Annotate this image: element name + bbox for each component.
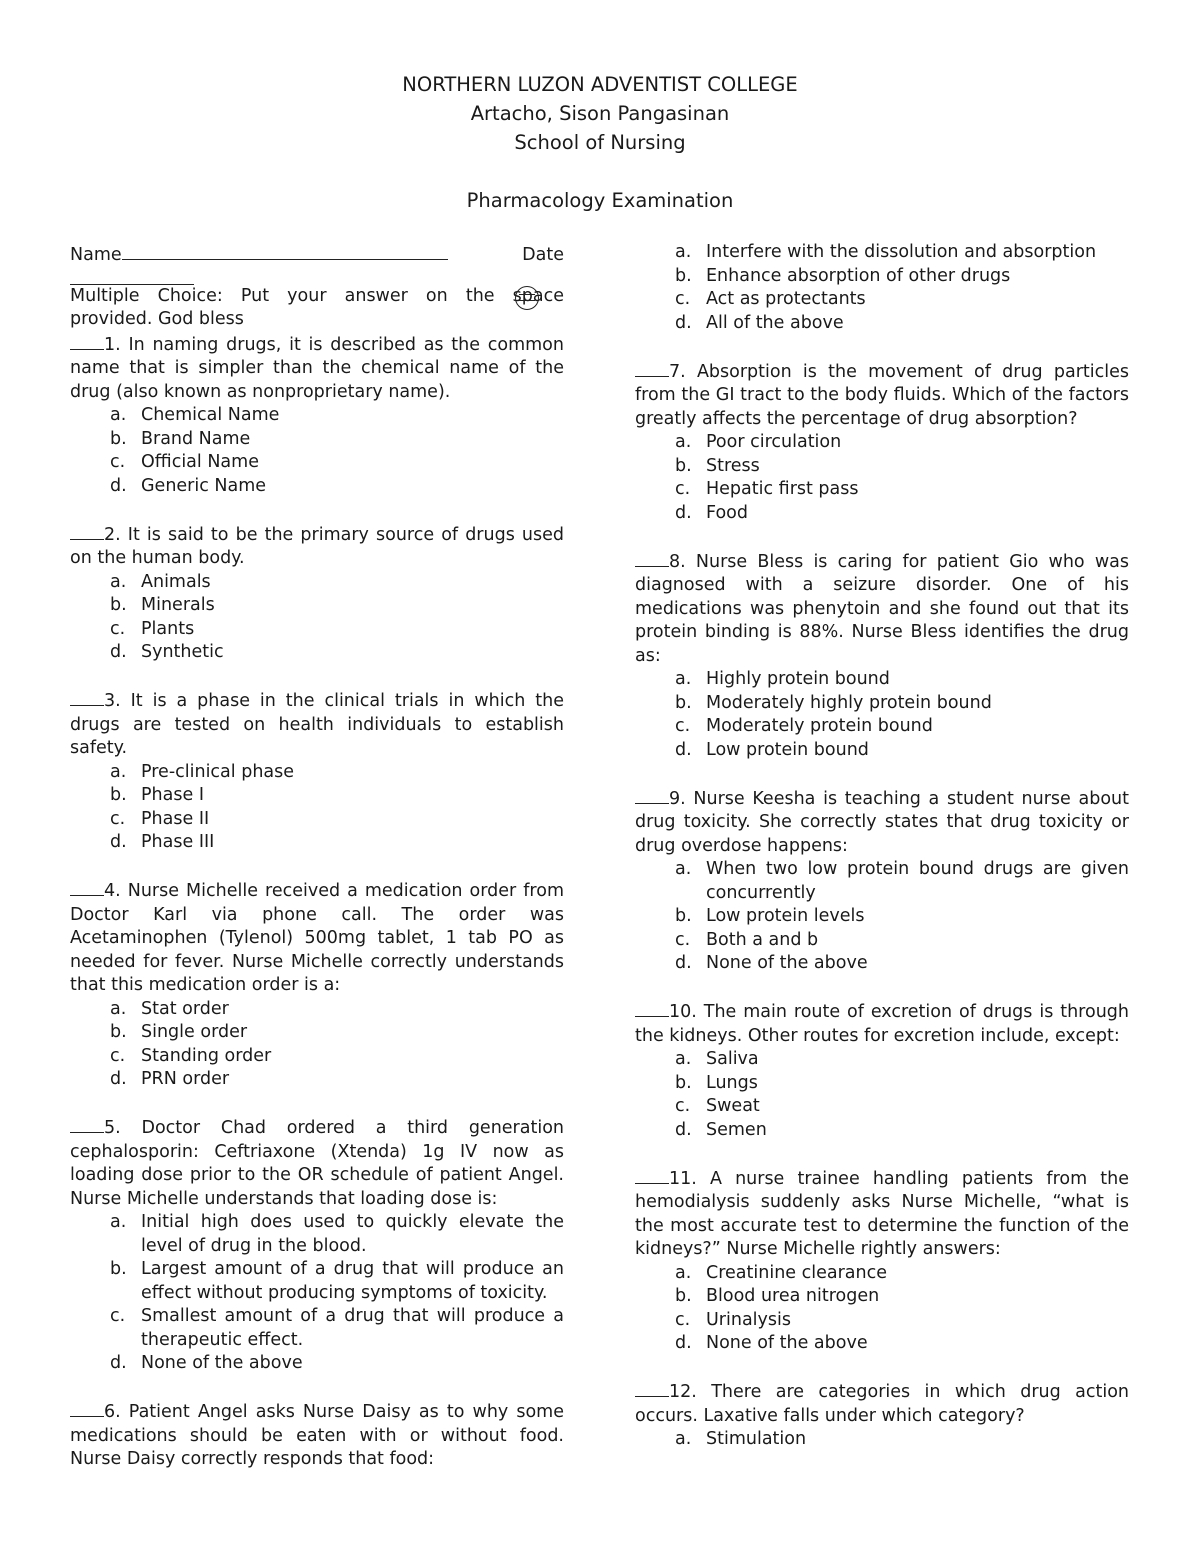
- name-label: Name: [70, 245, 122, 265]
- option-list: [70, 761, 564, 855]
- option-text: None of the above: [706, 1333, 868, 1353]
- option-text: Food: [706, 502, 748, 523]
- exam-title: Pharmacology Examination: [466, 189, 734, 212]
- option-text: Generic Name: [141, 475, 267, 496]
- option-list: [635, 1262, 1129, 1356]
- option-text: Lungs: [706, 1072, 758, 1093]
- option-text: None of the above: [706, 953, 868, 973]
- answer-blank[interactable]: [635, 786, 669, 804]
- option-item[interactable]: [70, 594, 564, 618]
- name-line[interactable]: [122, 241, 448, 260]
- option-item[interactable]: [70, 641, 564, 665]
- question-number: 7.: [669, 361, 686, 382]
- option-item[interactable]: [635, 478, 1129, 502]
- option-item[interactable]: [70, 831, 564, 855]
- option-text: Highly protein bound: [706, 669, 890, 689]
- option-text: Official Name: [141, 452, 259, 472]
- left-column: [70, 241, 564, 1472]
- question-list-right: [635, 241, 1129, 1452]
- option-list: [70, 1211, 564, 1376]
- option-text: All of the above: [706, 312, 844, 333]
- option-text: Sweat: [706, 1096, 760, 1116]
- option-text: Pre-clinical phase: [141, 761, 295, 782]
- option-letter: b.: [110, 1022, 127, 1042]
- option-item[interactable]: [635, 1309, 1129, 1333]
- question-text: A nurse trainee handling patients from the hemodialysis suddenly asks Nurse Michelle, “what is the most accurate test to determine the function of the kidneys?” Nurse Michelle rightly answers:: [635, 1168, 1129, 1259]
- option-item[interactable]: [70, 808, 564, 832]
- answer-blank[interactable]: [635, 999, 669, 1017]
- option-letter: d.: [675, 502, 692, 523]
- option-item[interactable]: [70, 998, 564, 1022]
- option-letter: a.: [110, 761, 127, 782]
- answer-blank[interactable]: [635, 549, 669, 567]
- question-text: Patient Angel asks Nurse Daisy as to why some medications should be eaten with or without food. Nurse Daisy correctly responds that food:: [70, 1402, 564, 1469]
- option-text: Interfere with the dissolution and absorption: [706, 242, 1097, 262]
- option-text: Blood urea nitrogen: [706, 1286, 880, 1306]
- option-letter: d.: [675, 1119, 692, 1140]
- option-letter: b.: [110, 1259, 127, 1279]
- option-letter: c.: [675, 1309, 691, 1330]
- option-letter: d.: [675, 739, 692, 760]
- question-stem: [635, 549, 1129, 669]
- answer-blank[interactable]: [70, 688, 104, 706]
- option-text: Synthetic: [141, 642, 224, 662]
- option-item[interactable]: [635, 1285, 1129, 1309]
- option-item[interactable]: [70, 1068, 564, 1092]
- option-list: [635, 1428, 1129, 1452]
- option-item[interactable]: [70, 428, 564, 452]
- question-10: [635, 999, 1129, 1142]
- question-text: Absorption is the movement of drug particles from the GI tract to the body fluids. Which of the factors greatly affects the percentage of drug absorption?: [635, 361, 1129, 429]
- option-item[interactable]: [635, 929, 1129, 953]
- option-text: Hepatic first pass: [706, 479, 859, 499]
- question-8: [635, 549, 1129, 763]
- option-text: Poor circulation: [706, 432, 842, 452]
- option-item[interactable]: [70, 784, 564, 808]
- option-letter: d.: [675, 312, 692, 333]
- option-list: [635, 668, 1129, 762]
- question-stem: [70, 332, 564, 405]
- option-item[interactable]: [635, 739, 1129, 763]
- question-text: Nurse Bless is caring for patient Gio who was diagnosed with a seizure disorder. One of his medications was phenytoin and she found out that its protein binding is 88%. Nurse Bless identifies the drug as:: [635, 551, 1129, 666]
- answer-blank[interactable]: [635, 1166, 669, 1184]
- option-list: [70, 998, 564, 1092]
- option-text: Single order: [141, 1022, 248, 1042]
- option-item[interactable]: [635, 1332, 1129, 1356]
- option-item[interactable]: [70, 475, 564, 499]
- option-letter: b.: [110, 595, 127, 615]
- option-text: Plants: [141, 618, 195, 639]
- question-2: [70, 522, 564, 665]
- option-text: Phase II: [141, 808, 210, 829]
- question-6: [70, 1399, 564, 1472]
- option-letter: b.: [675, 692, 692, 713]
- option-letter: a.: [110, 1212, 127, 1232]
- option-letter: c.: [675, 1096, 691, 1116]
- option-item[interactable]: [70, 1258, 564, 1305]
- question-stem: [70, 688, 564, 761]
- question-number: 10.: [669, 1002, 697, 1022]
- option-item[interactable]: [635, 431, 1129, 455]
- option-letter: b.: [675, 1286, 692, 1306]
- name-field: [70, 241, 448, 268]
- option-text: Chemical Name: [141, 405, 280, 425]
- question-11: [635, 1166, 1129, 1356]
- option-letter: c.: [675, 479, 691, 499]
- question-text: Nurse Michelle received a medication order from Doctor Karl via phone call. The order was Acetaminophen (Tylenol) 500mg tablet, 1 tab PO as needed for fever. Nurse Michelle correctly understands that this medication order is a:: [70, 881, 564, 995]
- option-text: Stimulation: [706, 1429, 807, 1449]
- name-date-row: [70, 241, 564, 268]
- question-text: There are categories in which drug action occurs. Laxative falls under which category?: [635, 1382, 1129, 1426]
- option-text: Standing order: [141, 1045, 272, 1066]
- option-list: [635, 858, 1129, 976]
- option-item[interactable]: [635, 1048, 1129, 1072]
- option-text: Stat order: [141, 998, 229, 1019]
- question-1: [70, 332, 564, 499]
- option-letter: a.: [675, 1262, 692, 1283]
- answer-blank[interactable]: [70, 522, 104, 540]
- option-item[interactable]: [635, 455, 1129, 479]
- option-letter: a.: [110, 571, 127, 592]
- option-letter: b.: [675, 906, 692, 926]
- option-letter: d.: [110, 1353, 127, 1373]
- question-stem: [70, 522, 564, 571]
- answer-blank[interactable]: [635, 359, 669, 377]
- answer-blank[interactable]: [70, 1115, 104, 1133]
- question-number: 4.: [104, 881, 121, 901]
- question-text: In naming drugs, it is described as the common name that is simpler than the chemical name of the drug (also known as nonproprietary name).: [70, 334, 564, 402]
- question-12: [635, 1379, 1129, 1452]
- question-text: Nurse Keesha is teaching a student nurse about drug toxicity. She correctly states that drug toxicity or drug overdose happens:: [635, 788, 1129, 856]
- option-text: Moderately highly protein bound: [706, 692, 992, 713]
- option-letter: a.: [675, 669, 692, 689]
- option-letter: a.: [675, 242, 692, 262]
- question-list-left: [70, 332, 564, 1472]
- option-text: Brand Name: [141, 428, 251, 449]
- option-item[interactable]: [70, 404, 564, 428]
- option-letter: d.: [675, 953, 692, 973]
- option-letter: d.: [110, 475, 127, 496]
- option-text: Creatinine clearance: [706, 1262, 887, 1283]
- option-item[interactable]: [635, 692, 1129, 716]
- option-letter: b.: [110, 785, 127, 805]
- option-letter: c.: [675, 716, 691, 736]
- question-number: 11.: [669, 1168, 697, 1189]
- school-name: School of Nursing: [514, 131, 686, 154]
- option-letter: c.: [675, 289, 691, 309]
- circled-mark-icon: [515, 286, 539, 310]
- option-text: When two low protein bound drugs are given concurrently: [706, 859, 1129, 903]
- option-text: Initial high does used to quickly elevate the level of drug in the blood.: [141, 1212, 564, 1256]
- option-list: [70, 571, 564, 665]
- option-item[interactable]: [635, 1262, 1129, 1286]
- option-item[interactable]: [635, 715, 1129, 739]
- option-item[interactable]: [635, 1072, 1129, 1096]
- answer-blank[interactable]: [635, 1379, 669, 1397]
- option-text: Largest amount of a drug that will produce an effect without producing symptoms of toxicity.: [141, 1259, 564, 1303]
- option-letter: b.: [110, 428, 127, 449]
- option-letter: c.: [675, 929, 691, 950]
- option-text: Both a and b: [706, 929, 819, 950]
- option-text: Enhance absorption of other drugs: [706, 265, 1011, 286]
- answer-blank[interactable]: [70, 332, 104, 350]
- option-item[interactable]: [635, 668, 1129, 692]
- question-number: 1.: [104, 334, 121, 355]
- instructions-text: Multiple Choice: Put your answer on the space provided. God bless: [70, 285, 564, 329]
- option-letter: d.: [675, 1333, 692, 1353]
- option-text: Phase I: [141, 785, 204, 805]
- option-item[interactable]: [635, 952, 1129, 976]
- option-item[interactable]: [635, 241, 1129, 265]
- option-text: Minerals: [141, 595, 215, 615]
- question-5: [70, 1115, 564, 1376]
- option-text: Low protein levels: [706, 906, 865, 926]
- option-text: Low protein bound: [706, 739, 869, 760]
- right-column: [635, 241, 1129, 1452]
- option-letter: a.: [675, 859, 692, 879]
- option-text: Smallest amount of a drug that will produce a therapeutic effect.: [141, 1306, 564, 1350]
- question-stem: [70, 878, 564, 998]
- question-stem: [635, 359, 1129, 432]
- option-item[interactable]: [635, 905, 1129, 929]
- question-stem: [70, 1115, 564, 1211]
- option-list: [70, 404, 564, 498]
- option-item[interactable]: [635, 1428, 1129, 1452]
- institution-name: NORTHERN LUZON ADVENTIST COLLEGE: [402, 73, 798, 96]
- option-item[interactable]: [70, 761, 564, 785]
- question-3: [70, 688, 564, 855]
- question-text: Doctor Chad ordered a third generation cephalosporin: Ceftriaxone (Xtenda) 1g IV now as loading dose prior to the OR schedule of patient Angel. Nurse Michelle understands that loading dose is:: [70, 1118, 564, 1209]
- option-text: Stress: [706, 455, 760, 476]
- option-letter: c.: [110, 452, 126, 472]
- question-stem: [70, 1399, 564, 1472]
- option-list: [635, 1048, 1129, 1142]
- option-item[interactable]: [70, 1021, 564, 1045]
- option-letter: d.: [110, 642, 127, 662]
- option-item[interactable]: [70, 1352, 564, 1376]
- question-number: 9.: [669, 788, 686, 809]
- question-stem: [635, 1166, 1129, 1262]
- option-item[interactable]: [635, 1095, 1129, 1119]
- option-letter: d.: [110, 1069, 127, 1089]
- option-text: PRN order: [141, 1069, 230, 1089]
- option-letter: c.: [110, 1045, 126, 1066]
- option-item[interactable]: [635, 288, 1129, 312]
- option-letter: d.: [110, 832, 127, 852]
- question-stem: [635, 786, 1129, 859]
- question-text: It is said to be the primary source of drugs used on the human body.: [70, 524, 564, 568]
- option-item[interactable]: [635, 1119, 1129, 1143]
- option-letter: a.: [675, 432, 692, 452]
- option-text: Act as protectants: [706, 289, 866, 309]
- option-text: Phase III: [141, 832, 215, 852]
- option-list-continued: [635, 241, 1129, 335]
- question-7: [635, 359, 1129, 526]
- option-letter: a.: [675, 1049, 692, 1069]
- question-stem: [635, 1379, 1129, 1428]
- option-text: Moderately protein bound: [706, 716, 933, 736]
- question-number: 2.: [104, 524, 121, 545]
- option-text: Semen: [706, 1119, 767, 1140]
- option-letter: b.: [675, 265, 692, 286]
- option-text: Saliva: [706, 1049, 759, 1069]
- question-text: It is a phase in the clinical trials in which the drugs are tested on health individuals to establish safety.: [70, 691, 564, 758]
- option-list: [635, 431, 1129, 525]
- question-number: 6.: [104, 1402, 121, 1422]
- option-letter: c.: [110, 808, 126, 829]
- question-stem: [635, 999, 1129, 1048]
- option-item[interactable]: [70, 618, 564, 642]
- option-item[interactable]: [70, 451, 564, 475]
- option-letter: b.: [675, 1072, 692, 1093]
- option-letter: c.: [110, 618, 126, 639]
- question-text: The main route of excretion of drugs is through the kidneys. Other routes for excretion include, except:: [635, 1002, 1129, 1046]
- option-letter: b.: [675, 455, 692, 476]
- date-line[interactable]: [70, 270, 194, 285]
- option-text: Animals: [141, 571, 211, 592]
- option-item[interactable]: [635, 312, 1129, 336]
- option-item[interactable]: [635, 502, 1129, 526]
- option-item[interactable]: [635, 265, 1129, 289]
- option-item[interactable]: [70, 571, 564, 595]
- instructions: [70, 285, 564, 332]
- question-4: [70, 878, 564, 1092]
- answer-blank[interactable]: [70, 878, 104, 896]
- option-item[interactable]: [70, 1305, 564, 1352]
- question-number: 8.: [669, 551, 686, 572]
- question-number: 12.: [669, 1382, 697, 1402]
- date-label: Date: [522, 245, 564, 265]
- option-item[interactable]: [70, 1211, 564, 1258]
- option-item[interactable]: [635, 858, 1129, 905]
- option-letter: a.: [110, 405, 127, 425]
- question-9: [635, 786, 1129, 976]
- option-letter: a.: [110, 998, 127, 1019]
- institution-location: Artacho, Sison Pangasinan: [470, 102, 730, 125]
- question-number: 5.: [104, 1118, 121, 1138]
- option-item[interactable]: [70, 1045, 564, 1069]
- answer-blank[interactable]: [70, 1399, 104, 1417]
- option-letter: a.: [675, 1429, 692, 1449]
- document-header: [0, 70, 1200, 215]
- question-number: 3.: [104, 691, 121, 711]
- option-letter: c.: [110, 1306, 126, 1326]
- option-text: Urinalysis: [706, 1309, 791, 1330]
- option-text: None of the above: [141, 1353, 303, 1373]
